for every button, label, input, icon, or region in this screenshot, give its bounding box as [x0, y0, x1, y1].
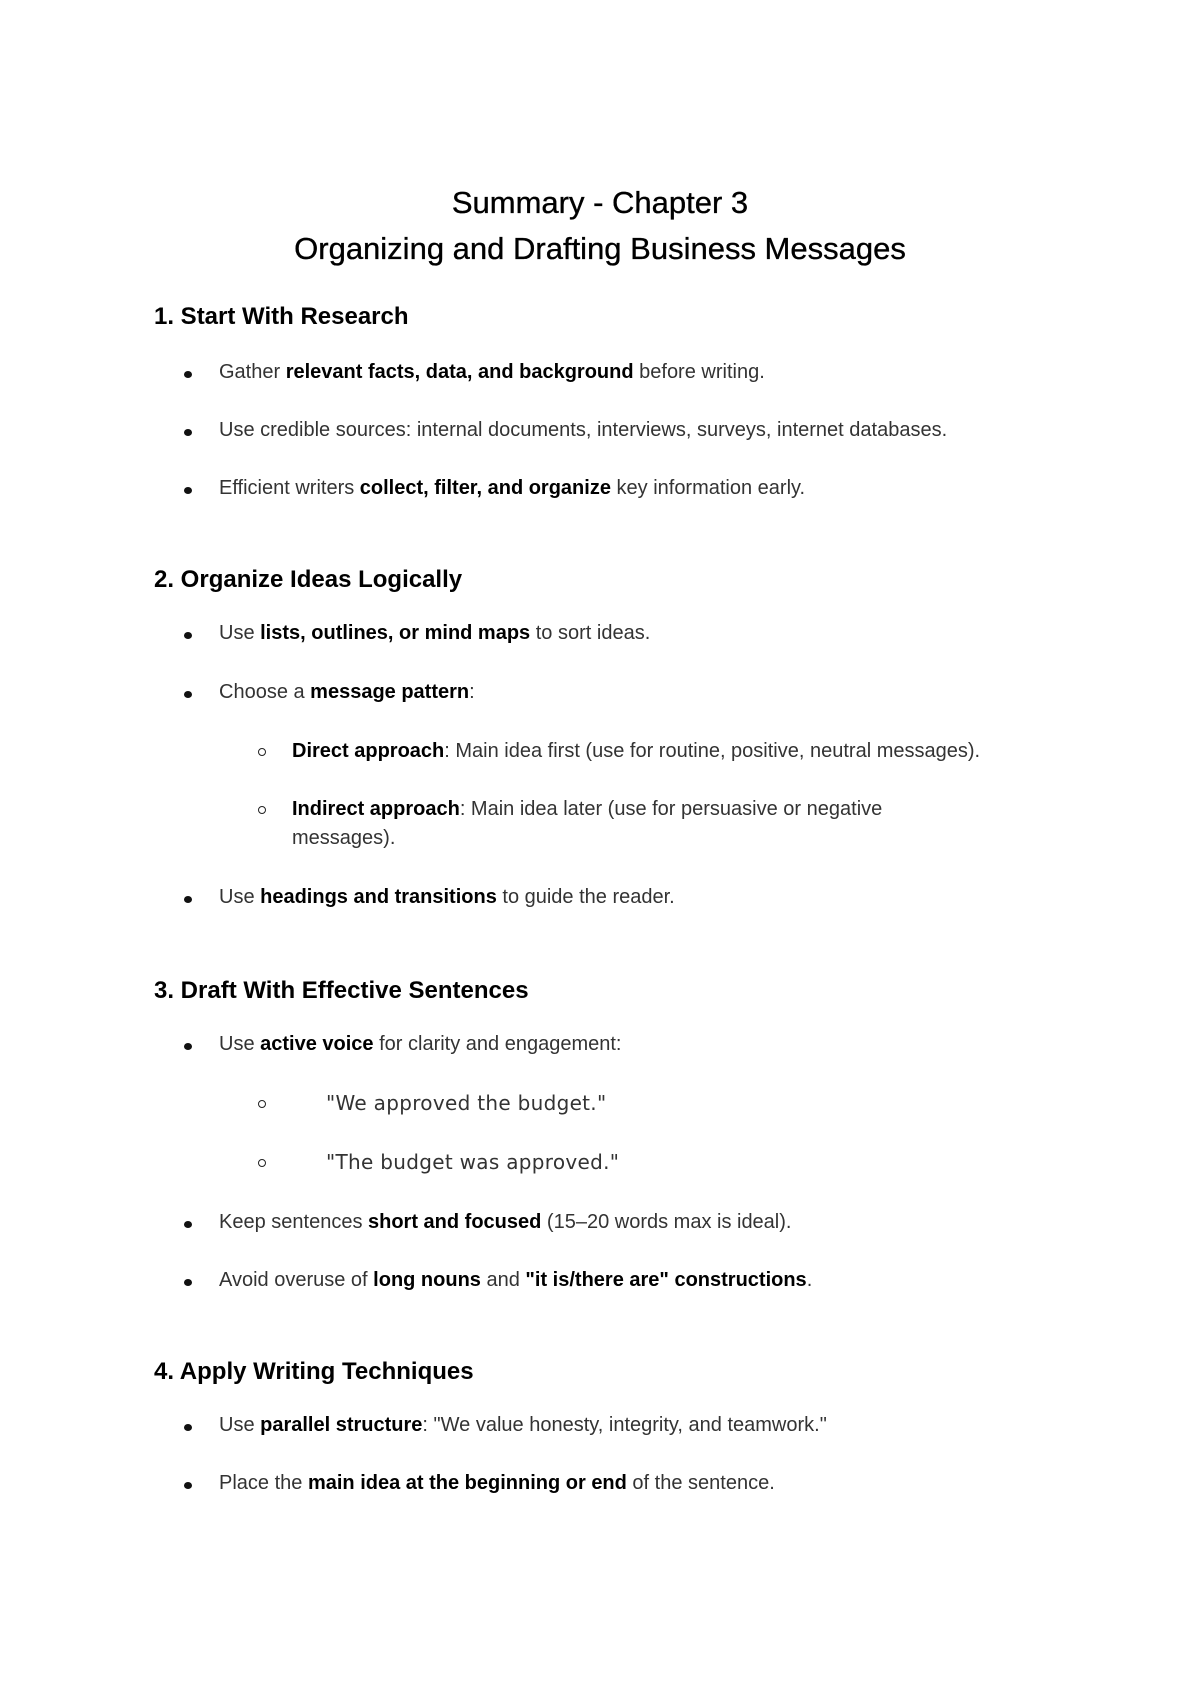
section-heading: 1. Start With Research: [154, 303, 409, 330]
bullet-icon: [184, 1482, 192, 1489]
example-quote: "The budget was approved.": [154, 1148, 1026, 1177]
title-line-2: Organizing and Drafting Business Messages: [294, 231, 906, 266]
section-heading: 3. Draft With Effective Sentences: [154, 977, 529, 1004]
bullet-icon: [184, 691, 192, 698]
list-item: Keep sentences short and focused (15–20 words max is ideal).: [154, 1208, 1119, 1237]
bullet-icon: [184, 371, 192, 378]
circle-bullet-icon: [258, 748, 266, 756]
section-draft: [154, 976, 1094, 1291]
list-item: Use lists, outlines, or mind maps to sort ideas.: [154, 619, 1119, 648]
list-item: Use active voice for clarity and engagement:: [154, 1030, 1119, 1059]
section-organize: [154, 565, 1094, 908]
circle-bullet-icon: [258, 1159, 266, 1167]
bullet-icon: [184, 1279, 192, 1286]
bullet-icon: [184, 1424, 192, 1431]
bullet-icon: [184, 1221, 192, 1228]
list-item: Use headings and transitions to guide the reader.: [154, 883, 1119, 912]
bullet-icon: [184, 896, 192, 903]
section-heading: 2. Organize Ideas Logically: [154, 566, 463, 593]
sub-list-item: Indirect approach: Main idea later (use for persuasive or negative messages).: [154, 795, 1112, 853]
list-item: Efficient writers collect, filter, and organize key information early.: [154, 474, 1119, 503]
list-item: Place the main idea at the beginning or end of the sentence.: [154, 1469, 1119, 1498]
circle-bullet-icon: [258, 1100, 266, 1108]
list-item: Avoid overuse of long nouns and "it is/there are" constructions.: [154, 1266, 1119, 1295]
section-heading: 4. Apply Writing Techniques: [154, 1358, 474, 1385]
list-item: Gather relevant facts, data, and background before writing.: [154, 358, 1119, 387]
bullet-icon: [184, 429, 192, 436]
sub-list-item: Direct approach: Main idea first (use for routine, positive, neutral messages).: [154, 737, 1200, 766]
section-techniques: [154, 1357, 1094, 1494]
bullet-icon: [184, 1043, 192, 1050]
section-research: [154, 302, 1094, 499]
list-item: Use parallel structure: "We value honesty, integrity, and teamwork.": [154, 1411, 1119, 1440]
bullet-icon: [184, 632, 192, 639]
bullet-icon: [184, 487, 192, 494]
example-quote: "We approved the budget.": [154, 1089, 1026, 1118]
document-title: [0, 180, 1200, 272]
list-item: Choose a message pattern:: [154, 678, 1119, 707]
circle-bullet-icon: [258, 806, 266, 814]
title-line-1: Summary - Chapter 3: [451, 185, 749, 220]
list-item: Use credible sources: internal documents, interviews, surveys, internet databases.: [154, 416, 1179, 445]
